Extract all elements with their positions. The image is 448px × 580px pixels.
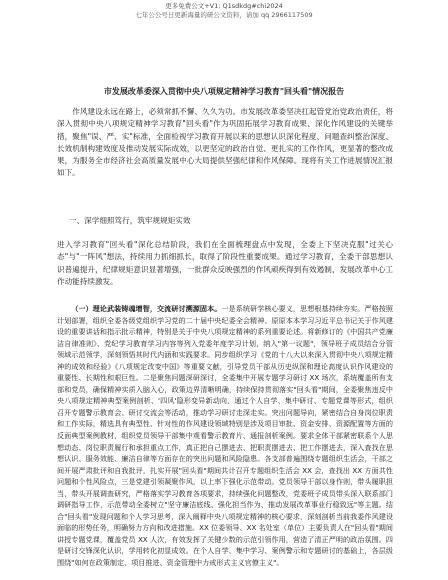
subsection-1-paragraph [57,303,393,569]
subsection-1-text: 一是系统研学核心要义，思想根基持续夯实。严格按照计划部署，组织全委各级党组织学习党的二十届中央纪委全会精神、原原本本学习习近平总书记关于作风建设的重要讲话和指示批示精神，特别是关于中央八项规定精神的系列重要论述。将新修订的《中国共产党廉洁自律准则》、党纪学习教育学习内容等列入党委年度学习计划，纳入"第一议题"，领导班子成员结合分管领域示范领学，深刻领悟其时代内涵和实践要求。同步组织学习《党的十八大以来深入贯彻中央八项规定精神的成效和经验》《八项规定改变中国》等重要文献，引导党员干部从历史纵深和理论高度认识作风建设的重要性、长期性和艰巨性。二是聚焦问题深研深讨，全委集中开展专题学习研讨 XX 场次，系统覆盖所有支部和党员，确保精神实质入脑入心，政策边界清晰明确，持续保持贯彻落实"回头看"期间，全委聚焦违反中央八项规定精神典型案例剖析、'四风'隐形变异新动向，通过个人自学、集中研讨、专题党课等形式，组织召开专题警示教育会、研讨交流会等活动，推动学习研讨走深走实。突出问题导向，紧密结合自身岗位职责和工作实际，精选具有典型性、针对性的作风建设领域特别是涉及项目审批、资金安排、资源配置等方面的反面典型案例教材，组织党员领导干部集中观看警示教育片、通报剖析案例。要求全体干部紧密联系个人思想动态、岗位职责履行和承担重点工作，真正把自己摆进去、把职责摆进去、把工作摆进去，深入查找在思想认识、服务效能、廉洁自律等方面存在的突出问题和风险隐患。各支部普遍围绕专题组织生活会，干部之间开展严肃批评和自我批评，扎实开展"回头看"期间共计召开专题组织生活会 XX 会，查找出 XX 方面共性问题和个性风险点，三是党建引领凝聚作风，以上率下强化示范带动。党员领导干部以身作则，带头履职担当，带头开展调查研究，严格落实学习教育各项要求，持续强化问题整改，党委班子成员带头深入联系部门调研指导工作，示范带动全委树立"坚守廉洁底线、强化担当作为、推动发展改革事业行稳致远"等主题。结合"回头看"发现问题和个人学习思考，深入阐释中央八项规定精神的核心要求，深刻剖析当前我委作风建设面临的形势任务，明确努力方向和改进措施。XX 位委领导、XX 名处室（单位）主要负责人在"回头看"期间讲授专题党课，覆盖党员 XX 人次，有效发挥了关键少数的示范引领作用，营造了清正严明的政治氛围。四是研讨交锋深化认识，学用转化初显成效。在个人自学、集中学习、案例警示和专题研讨的基础上，各层级围绕"如何在政策制定、项目推进、资金管理中力戒形式主义官僚主义"。 [57,304,394,568]
header-watermark-line-1: 更多免费公文+V1: Q1sdkdg#chi2024 [165,2,283,10]
section-1-lead-text: 进入学习教育"回头看"深化总结阶段，我们在全面梳理盘点中发现，全委上下坚决克服"过关心态"与"一阵风"想法，持续用力抓细抓长，取得了阶段性重要成果。通过学习教育，全委干部思想认识普遍提升，纪律规矩意识显著增强，一批群众反映强烈的作风顽疾得到有效遏制，发展改革中心工作动能持续激发。 [57,240,393,286]
subsection-1-label: （一）理论武装铸魂增智，交流研讨溯源固本。 [71,304,222,313]
header-watermark-line-2: 七年公公号日更新海量的研公文资料，请加 qq 2966117509 [135,11,313,19]
intro-paragraph: 作风建设永远在路上，必须常抓不懈、久久为功。市发展改革委坚决扛起管党治党政治责任，将深入贯彻中央八项规定精神学习教育"回头看"作为巩固拓展学习教育成果、深化作风建设的关键举措，聚焦"误、严、实"标准，全面检视学习教育开展以来的思想认识深化程度、问题查纠整治深度、长效机制构建效度及推动发展实际成效，以更坚定的政治自觉、更扎实的工作作风，更显著的整改成果，为服务全市经济社会高质量发展中心大局提供坚强纪律和作风保障。现将有关工作进展情况汇报如下。 [57,107,393,178]
section-1-heading: 一、深学细照笃行，筑牢规规矩实效 [69,216,191,225]
document-title: 市发展改革委深入贯彻中央八项规定精神学习教育"回头看"情况报告 [103,87,345,96]
section-1-lead-paragraph [57,239,393,288]
